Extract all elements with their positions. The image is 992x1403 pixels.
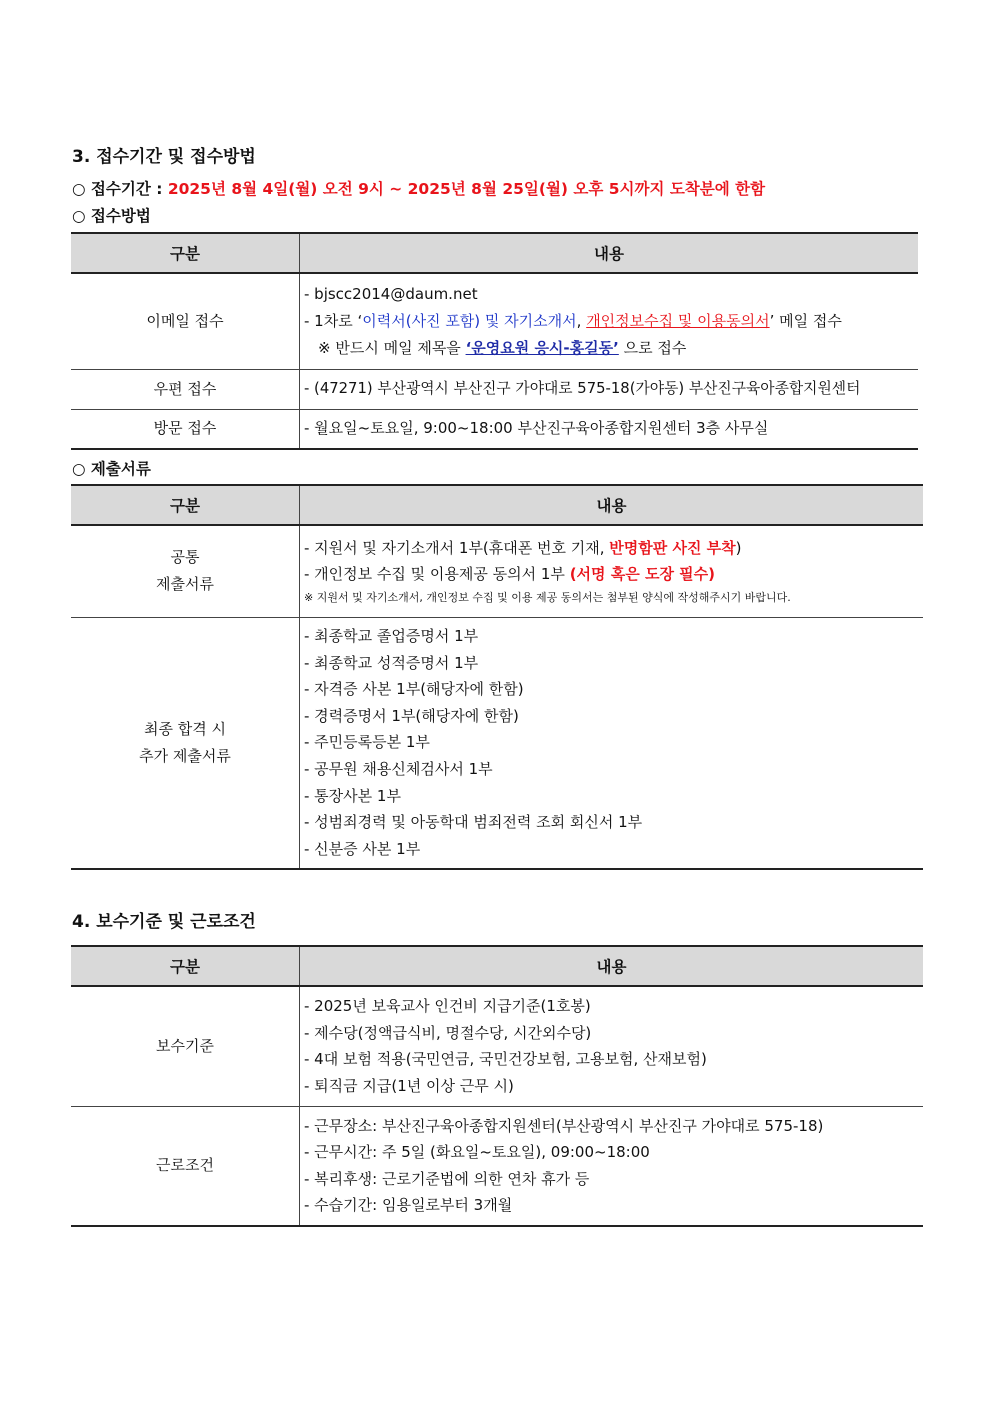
list-item: - 2025년 보육교사 인건비 지급기준(1호봉) xyxy=(304,997,591,1016)
final-docs-content xyxy=(300,617,924,869)
visit-category: 방문 접수 xyxy=(71,409,300,449)
table-row-email xyxy=(71,273,918,369)
category-line: 추가 제출서류 xyxy=(139,746,231,765)
text-part: - 1차로 ‘ xyxy=(304,311,363,330)
table-row-common-docs xyxy=(71,525,923,617)
table-header-row xyxy=(71,233,918,273)
pay-content xyxy=(300,986,924,1106)
text-part: - 개인정보 수집 및 이용제공 동의서 1부 xyxy=(304,565,570,584)
email-content xyxy=(300,273,919,369)
visit-info: - 월요일~토요일, 9:00~18:00 부산진구육아종합지원센터 3층 사무실 xyxy=(300,409,919,449)
pay-category: 보수기준 xyxy=(71,986,300,1106)
section-4-title: 4. 보수기준 및 근로조건 xyxy=(72,912,256,932)
list-item: - 퇴직금 지급(1년 이상 근무 시) xyxy=(304,1076,514,1095)
header-content: 내용 xyxy=(300,946,924,986)
post-category: 우편 접수 xyxy=(71,369,300,409)
email-subject-example: ‘운영요원 응시-홍길동’ xyxy=(465,338,619,357)
list-item: - 최종학교 졸업증명서 1부 xyxy=(304,627,479,646)
receipt-period-value: 2025년 8월 4일(월) 오전 9시 ~ 2025년 8월 25일(월) 오후 5시까지 도착분에 한함 xyxy=(167,180,766,198)
table-header-row xyxy=(71,946,923,986)
receipt-period-label: ○ 접수기간 : xyxy=(72,180,168,198)
resume-text: 이력서(사진 포함) 및 자기소개서 xyxy=(362,311,577,330)
list-item: - 경력증명서 1부(해당자에 한함) xyxy=(304,706,519,725)
list-item: - 최종학교 성적증명서 1부 xyxy=(304,653,479,672)
list-item: - 근무시간: 주 5일 (화요일~토요일), 09:00~18:00 xyxy=(304,1143,650,1162)
email-address[interactable]: - bjscc2014@daum.net xyxy=(304,285,478,304)
common-docs-category xyxy=(71,525,300,617)
text-part: - 지원서 및 자기소개서 1부(휴대폰 번호 기재, xyxy=(304,538,610,557)
receipt-method-table xyxy=(71,232,918,450)
category-line: 최종 합격 시 xyxy=(144,719,226,738)
table-row-pay xyxy=(71,986,923,1106)
list-item: - 복리후생: 근로기준법에 의한 연차 휴가 등 xyxy=(304,1169,590,1188)
text-part: , xyxy=(576,311,587,330)
header-category: 구분 xyxy=(71,233,300,273)
receipt-method-label: ○ 접수방법 xyxy=(72,207,151,225)
table-row-work xyxy=(71,1106,923,1226)
list-item: - 성범죄경력 및 아동학대 범죄전력 조회 회신서 1부 xyxy=(304,813,643,832)
work-content xyxy=(300,1106,924,1226)
application-form-item xyxy=(304,535,923,562)
table-header-row xyxy=(71,485,923,525)
consent-form-item xyxy=(304,561,923,588)
list-item: - 주민등록등본 1부 xyxy=(304,733,430,752)
receipt-period xyxy=(72,177,765,199)
header-content: 내용 xyxy=(300,485,924,525)
category-line: 제출서류 xyxy=(156,575,214,594)
text-part: ’ 메일 접수 xyxy=(769,311,842,330)
post-address: - (47271) 부산광역시 부산진구 가야대로 575-18(가야동) 부산진구육아종합지원센터 xyxy=(300,369,919,409)
header-content: 내용 xyxy=(300,233,919,273)
common-docs-content xyxy=(300,525,924,617)
text-part: 으로 접수 xyxy=(618,338,687,357)
photo-required-text: 반명함판 사진 부착 xyxy=(609,538,736,557)
pay-conditions-table xyxy=(71,945,923,1227)
final-docs-category xyxy=(71,617,300,869)
table-row-visit xyxy=(71,409,918,449)
list-item: - 4대 보험 적용(국민연금, 국민건강보험, 고용보험, 산재보험) xyxy=(304,1050,707,1069)
list-item: - 통장사본 1부 xyxy=(304,786,401,805)
list-item: - 제수당(정액급식비, 명절수당, 시간외수당) xyxy=(304,1023,592,1042)
work-category: 근로조건 xyxy=(71,1106,300,1226)
consent-form-text: 개인정보수집 및 이용동의서 xyxy=(586,311,770,330)
list-item: - 공무원 채용신체검사서 1부 xyxy=(304,760,493,779)
email-first-round xyxy=(304,308,918,335)
email-category: 이메일 접수 xyxy=(71,273,300,369)
header-category: 구분 xyxy=(71,485,300,525)
list-item: - 근무장소: 부산진구육아종합지원센터(부산광역시 부산진구 가야대로 575-18) xyxy=(304,1116,824,1135)
table-row-final-docs xyxy=(71,617,923,869)
text-part: ※ 반드시 메일 제목을 xyxy=(318,338,466,357)
documents-label: ○ 제출서류 xyxy=(72,460,151,478)
category-line: 공통 xyxy=(170,548,200,567)
section-3-title: 3. 접수기간 및 접수방법 xyxy=(72,147,256,167)
text-part: ) xyxy=(735,538,742,557)
header-category: 구분 xyxy=(71,946,300,986)
attachment-note: ※ 지원서 및 자기소개서, 개인정보 수집 및 이용 제공 동의서는 첨부된 양식에 작성해주시기 바랍니다. xyxy=(304,590,791,604)
list-item: - 신분증 사본 1부 xyxy=(304,839,421,858)
table-row-post xyxy=(71,369,918,409)
documents-table xyxy=(71,484,923,870)
list-item: - 수습기간: 임용일로부터 3개월 xyxy=(304,1196,513,1215)
email-subject-note xyxy=(304,335,918,362)
list-item: - 자격증 사본 1부(해당자에 한함) xyxy=(304,680,524,699)
signature-required-text: (서명 혹은 도장 필수) xyxy=(569,565,715,584)
